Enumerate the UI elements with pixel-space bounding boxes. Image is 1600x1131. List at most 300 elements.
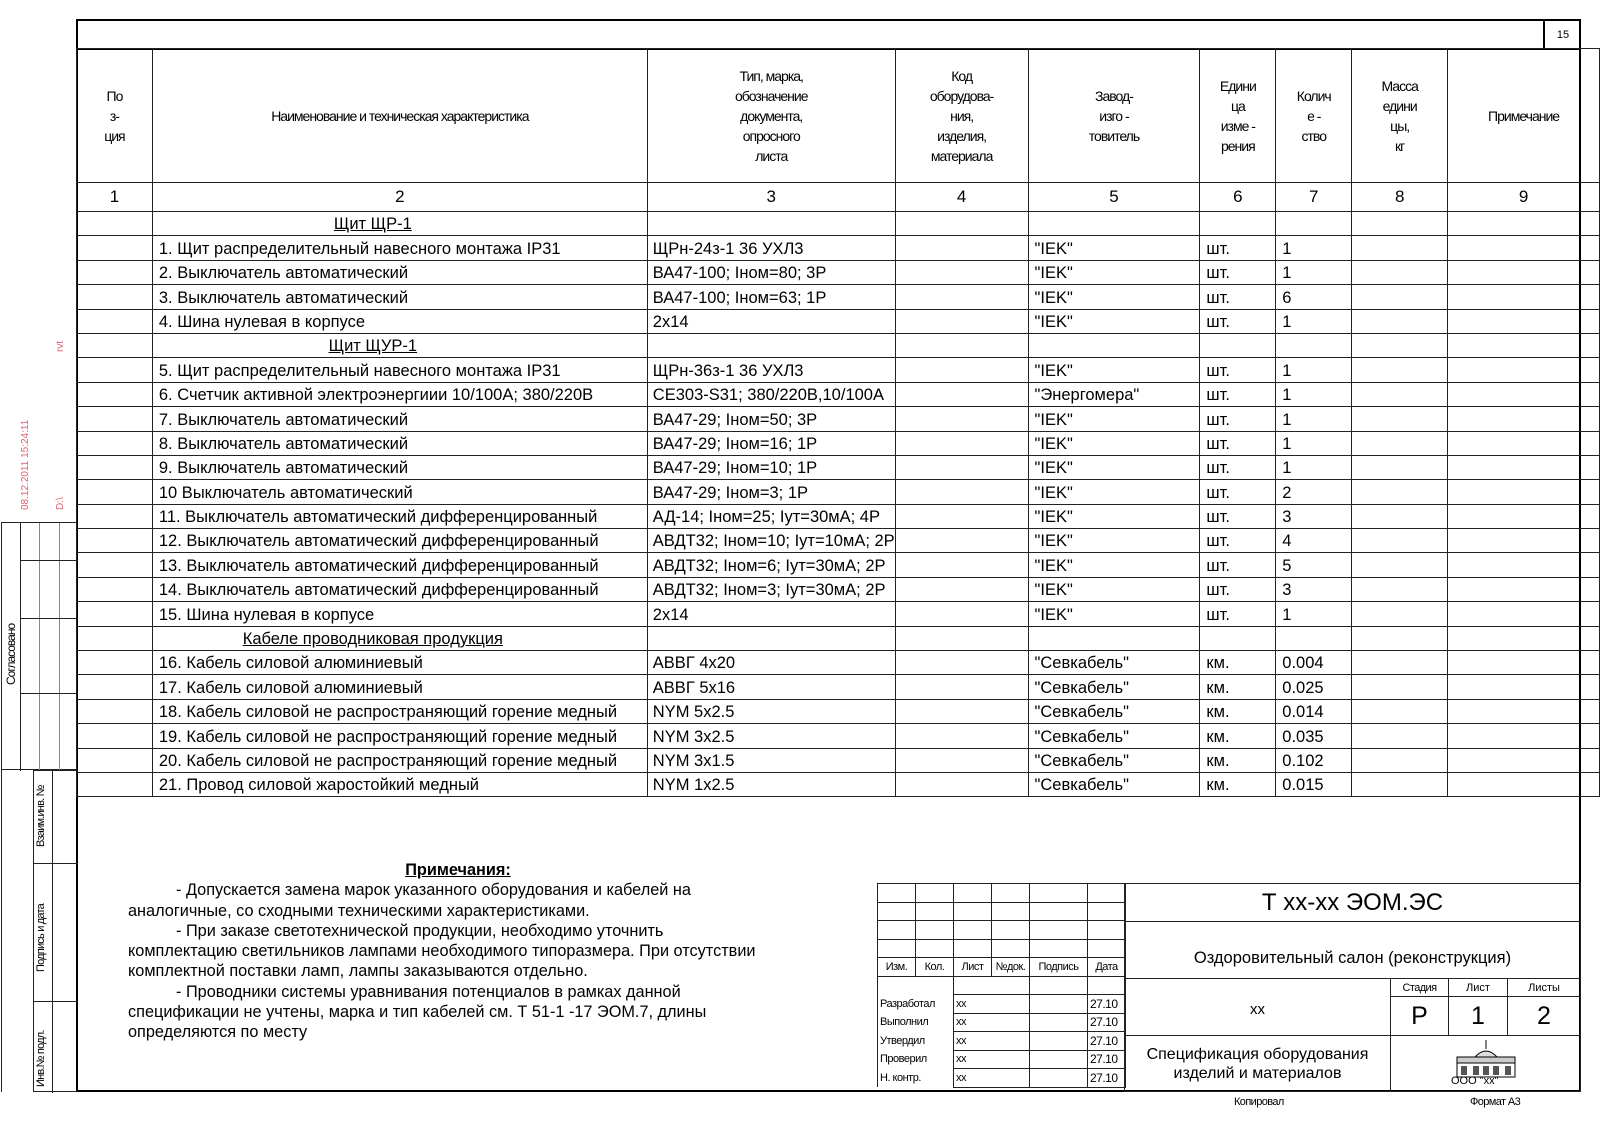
note-cell <box>1448 748 1600 772</box>
code-cell <box>895 748 1028 772</box>
type-cell <box>647 577 895 601</box>
type-cell-text: ЩРн-36з-1 36 УХЛ3 <box>652 361 804 380</box>
unit-cell-text: шт. <box>1206 459 1230 478</box>
rev-header: Подпись <box>1030 958 1088 977</box>
name-cell-text: 13. Выключатель автоматический дифференцированный <box>158 556 599 575</box>
type-cell-text: 2x14 <box>652 605 689 624</box>
unit-cell <box>1200 358 1276 382</box>
type-cell <box>647 431 895 455</box>
mass-cell <box>1352 626 1448 650</box>
note-item: - Допускается замена марок указанного оборудования и кабелей на аналогичные, со сходными техническими характеристиками. <box>128 881 691 920</box>
manufacturer-cell <box>1028 553 1200 577</box>
table-row <box>77 651 1600 675</box>
section-row <box>77 333 1600 357</box>
table-row <box>77 602 1600 626</box>
quantity-cell <box>1276 553 1352 577</box>
signer-role: Утвердил <box>878 1032 954 1051</box>
section-title <box>152 626 647 650</box>
type-cell <box>647 407 895 431</box>
position-cell <box>77 309 153 333</box>
position-cell <box>77 577 153 601</box>
name-cell-text: 4. Шина нулевая в корпусе <box>158 312 366 331</box>
unit-cell <box>1200 626 1276 650</box>
type-cell <box>647 285 895 309</box>
project-name: Оздоровительный салон (реконструкция) <box>1124 921 1581 979</box>
table-row <box>77 699 1600 723</box>
quantity-cell-text: 5 <box>1282 556 1292 575</box>
quantity-cell-text: 3 <box>1282 581 1292 600</box>
col-header-note: Примечание <box>1448 49 1600 183</box>
position-cell <box>77 772 153 796</box>
code-cell <box>895 529 1028 553</box>
type-cell-text: NYM 3x2.5 <box>652 727 735 746</box>
quantity-cell <box>1276 260 1352 284</box>
name-cell <box>152 602 647 626</box>
quantity-cell-text: 1 <box>1282 434 1292 453</box>
manufacturer-cell <box>1028 699 1200 723</box>
signer-name: хх <box>954 1069 1030 1088</box>
manufacturer-cell-text: "IEK" <box>1034 532 1073 551</box>
name-cell <box>152 431 647 455</box>
position-cell <box>77 553 153 577</box>
type-cell <box>647 748 895 772</box>
sheet-label: Лист <box>1448 978 1508 997</box>
mass-cell <box>1352 748 1448 772</box>
unit-cell-text: шт. <box>1206 434 1230 453</box>
note-cell <box>1448 577 1600 601</box>
unit-cell-text: км. <box>1206 776 1230 795</box>
table-row <box>77 260 1600 284</box>
unit-cell-text: км. <box>1206 727 1230 746</box>
revision-table <box>877 883 1126 1088</box>
name-cell <box>152 577 647 601</box>
table-row <box>77 480 1600 504</box>
stage-label: Стадия <box>1390 978 1449 997</box>
position-cell <box>77 529 153 553</box>
position-cell <box>77 285 153 309</box>
unit-cell <box>1200 260 1276 284</box>
type-cell <box>647 382 895 406</box>
position-cell <box>77 724 153 748</box>
quantity-cell-text: 0.102 <box>1282 751 1324 770</box>
col-header-quantity: Колич е - ство <box>1276 49 1352 183</box>
type-cell <box>647 309 895 333</box>
code-cell <box>895 699 1028 723</box>
sign-date-label: Подпись и дата <box>35 904 47 972</box>
name-cell-text: 14. Выключатель автоматический дифференцированный <box>158 581 599 600</box>
signer-date: 27.10 <box>1088 1050 1126 1069</box>
column-number-row <box>77 183 1600 212</box>
section-title <box>152 212 647 236</box>
unit-cell-text: шт. <box>1206 508 1230 527</box>
name-cell <box>152 504 647 528</box>
quantity-cell <box>1276 455 1352 479</box>
quantity-cell <box>1276 382 1352 406</box>
quantity-cell-text: 1 <box>1282 239 1292 258</box>
name-cell-text: 15. Шина нулевая в корпусе <box>158 605 375 624</box>
quantity-cell <box>1276 480 1352 504</box>
manufacturer-cell <box>1028 651 1200 675</box>
note-cell <box>1448 260 1600 284</box>
name-cell <box>152 553 647 577</box>
unit-cell <box>1200 285 1276 309</box>
unit-cell-text: км. <box>1206 654 1230 673</box>
mass-cell <box>1352 577 1448 601</box>
type-cell-text: ВА47-29; Iном=3; 1Р <box>652 483 809 502</box>
manufacturer-cell <box>1028 675 1200 699</box>
quantity-cell-text: 0.015 <box>1282 776 1324 795</box>
table-row <box>77 675 1600 699</box>
unit-cell <box>1200 772 1276 796</box>
name-cell-text: 17. Кабель силовой алюминиевый <box>158 678 423 697</box>
name-cell-text: 20. Кабель силовой не распространяющий горение медный <box>158 751 618 770</box>
type-cell-text: ВА47-29; Iном=16; 1Р <box>652 434 818 453</box>
type-cell-text: ВА47-29; Iном=50; 3Р <box>652 410 818 429</box>
quantity-cell <box>1276 748 1352 772</box>
name-cell-text: 18. Кабель силовой не распространяющий горение медный <box>158 703 618 722</box>
position-cell <box>77 333 153 357</box>
signer-row <box>878 995 1126 1014</box>
col-num: 7 <box>1276 183 1352 212</box>
quantity-cell-text: 1 <box>1282 459 1292 478</box>
position-cell <box>77 407 153 431</box>
quantity-cell <box>1276 407 1352 431</box>
rev-header: Дата <box>1088 958 1126 977</box>
unit-cell <box>1200 577 1276 601</box>
quantity-cell-text: 0.014 <box>1282 703 1324 722</box>
type-cell <box>647 772 895 796</box>
unit-cell <box>1200 455 1276 479</box>
unit-cell-text: шт. <box>1206 288 1230 307</box>
note-cell <box>1448 309 1600 333</box>
note-cell <box>1448 431 1600 455</box>
note-cell <box>1448 626 1600 650</box>
quantity-cell <box>1276 626 1352 650</box>
manufacturer-cell-text: "IEK" <box>1034 288 1073 307</box>
note-cell <box>1448 699 1600 723</box>
signer-date: 27.10 <box>1088 995 1126 1014</box>
mass-cell <box>1352 529 1448 553</box>
name-cell <box>152 309 647 333</box>
name-cell <box>152 480 647 504</box>
quantity-cell-text: 6 <box>1282 288 1292 307</box>
name-cell <box>152 699 647 723</box>
position-cell <box>77 626 153 650</box>
code-cell <box>895 212 1028 236</box>
position-cell <box>77 455 153 479</box>
note-cell <box>1448 772 1600 796</box>
unit-cell <box>1200 651 1276 675</box>
code-cell <box>895 285 1028 309</box>
manufacturer-cell <box>1028 504 1200 528</box>
note-cell <box>1448 358 1600 382</box>
unit-cell <box>1200 529 1276 553</box>
position-cell <box>77 504 153 528</box>
unit-cell-text: шт. <box>1206 483 1230 502</box>
mass-cell <box>1352 651 1448 675</box>
manufacturer-cell-text: "Севкабель" <box>1034 776 1129 795</box>
manufacturer-cell-text: "IEK" <box>1034 483 1073 502</box>
type-cell <box>647 675 895 699</box>
mass-cell <box>1352 260 1448 284</box>
quantity-cell <box>1276 772 1352 796</box>
note-cell <box>1448 455 1600 479</box>
signer-role: Проверил <box>878 1050 954 1069</box>
col-header-position: По з- ция <box>77 49 153 183</box>
quantity-cell-text: 0.035 <box>1282 727 1324 746</box>
code-cell <box>895 504 1028 528</box>
type-cell <box>647 529 895 553</box>
manufacturer-cell <box>1028 236 1200 260</box>
rev-header: Изм. <box>878 958 916 977</box>
type-cell-text: АД-14; Iном=25; Iут=30мА; 4Р <box>652 508 880 527</box>
manufacturer-cell <box>1028 407 1200 431</box>
unit-cell-text: км. <box>1206 751 1230 770</box>
plot-mark: rvt <box>55 340 66 352</box>
interchange-inv-label: Взаим.инв. № <box>35 785 47 847</box>
unit-cell-text: шт. <box>1206 312 1230 331</box>
manufacturer-cell <box>1028 285 1200 309</box>
page-number: 15 <box>1543 19 1581 50</box>
side-stamp <box>1 522 77 1092</box>
manufacturer-cell <box>1028 455 1200 479</box>
type-cell <box>647 651 895 675</box>
col-header-type: Тип, марка, обозначение документа, опросного листа <box>647 49 895 183</box>
type-cell <box>647 358 895 382</box>
type-cell-text: ЩРн-24з-1 36 УХЛ3 <box>652 239 804 258</box>
table-row <box>77 358 1600 382</box>
signer-role: Н. контр. <box>878 1069 954 1088</box>
signer-row <box>878 1032 1126 1051</box>
unit-cell-text: шт. <box>1206 386 1230 405</box>
table-row <box>77 724 1600 748</box>
type-cell <box>647 504 895 528</box>
sheets-label: Листы <box>1507 978 1581 997</box>
quantity-cell-text: 1 <box>1282 312 1292 331</box>
unit-cell <box>1200 724 1276 748</box>
quantity-cell-text: 1 <box>1282 410 1292 429</box>
code-cell <box>895 431 1028 455</box>
note-cell <box>1448 675 1600 699</box>
manufacturer-cell <box>1028 724 1200 748</box>
code-cell <box>895 675 1028 699</box>
section-row <box>77 626 1600 650</box>
section-heading: Щит ЩУР-1 <box>328 337 418 356</box>
position-cell <box>77 675 153 699</box>
name-cell-text: 16. Кабель силовой алюминиевый <box>158 654 423 673</box>
mass-cell <box>1352 724 1448 748</box>
manufacturer-cell-text: "IEK" <box>1034 239 1073 258</box>
name-cell-text: 11. Выключатель автоматический дифференцированный <box>158 508 598 527</box>
code-cell <box>895 382 1028 406</box>
mass-cell <box>1352 407 1448 431</box>
type-cell <box>647 236 895 260</box>
code-cell <box>895 260 1028 284</box>
name-cell-text: 19. Кабель силовой не распространяющий горение медный <box>158 727 618 746</box>
note-cell <box>1448 333 1600 357</box>
name-cell <box>152 651 647 675</box>
signer-row <box>878 1013 1126 1032</box>
manufacturer-cell <box>1028 358 1200 382</box>
type-cell-text: АВВГ 5x16 <box>652 678 736 697</box>
code-cell <box>895 333 1028 357</box>
type-cell-text: NYM 3x1.5 <box>652 751 735 770</box>
note-cell <box>1448 553 1600 577</box>
manufacturer-cell-text: "IEK" <box>1034 264 1073 283</box>
manufacturer-cell <box>1028 431 1200 455</box>
quantity-cell <box>1276 602 1352 626</box>
signer-signature <box>1030 1013 1088 1032</box>
manufacturer-cell <box>1028 626 1200 650</box>
quantity-cell-text: 0.004 <box>1282 654 1324 673</box>
quantity-cell <box>1276 358 1352 382</box>
table-row <box>77 577 1600 601</box>
signer-name: хх <box>954 1013 1030 1032</box>
mass-cell <box>1352 455 1448 479</box>
unit-cell-text: шт. <box>1206 239 1230 258</box>
plot-path: D:\ <box>55 497 66 510</box>
mass-cell <box>1352 236 1448 260</box>
section-heading: Кабеле проводниковая продукция <box>242 630 503 649</box>
section-row <box>77 212 1600 236</box>
code-cell <box>895 553 1028 577</box>
col-header-code: Код оборудова- ния, изделия, материала <box>895 49 1028 183</box>
manufacturer-cell-text: "IEK" <box>1034 581 1073 600</box>
unit-cell <box>1200 382 1276 406</box>
col-num: 1 <box>77 183 153 212</box>
signer-signature <box>1030 1032 1088 1051</box>
position-cell <box>77 602 153 626</box>
col-num: 3 <box>647 183 895 212</box>
unit-cell <box>1200 553 1276 577</box>
code-cell <box>895 724 1028 748</box>
revision-header-row <box>878 958 1126 977</box>
quantity-cell <box>1276 504 1352 528</box>
type-cell <box>647 699 895 723</box>
manufacturer-cell <box>1028 577 1200 601</box>
type-cell <box>647 602 895 626</box>
code-cell <box>895 358 1028 382</box>
unit-cell <box>1200 480 1276 504</box>
manufacturer-cell <box>1028 382 1200 406</box>
signer-signature <box>1030 1069 1088 1088</box>
mass-cell <box>1352 772 1448 796</box>
manufacturer-cell-text: "Севкабель" <box>1034 703 1129 722</box>
col-header-unit: Едини ца изме - рения <box>1200 49 1276 183</box>
name-cell <box>152 285 647 309</box>
col-num: 8 <box>1352 183 1448 212</box>
unit-cell <box>1200 236 1276 260</box>
quantity-cell-text: 1 <box>1282 264 1292 283</box>
table-row <box>77 407 1600 431</box>
quantity-cell-text: 4 <box>1282 532 1292 551</box>
name-cell <box>152 455 647 479</box>
quantity-cell <box>1276 309 1352 333</box>
sheet-title: Спецификация оборудования изделий и материалов <box>1124 1035 1391 1092</box>
type-cell <box>647 455 895 479</box>
manufacturer-cell-text: "IEK" <box>1034 459 1073 478</box>
header-row <box>77 49 1600 183</box>
name-cell <box>152 724 647 748</box>
unit-cell <box>1200 748 1276 772</box>
col-num: 2 <box>152 183 647 212</box>
sheets-value: 2 <box>1507 996 1581 1036</box>
name-cell-text: 7. Выключатель автоматический <box>158 410 409 429</box>
type-cell <box>647 724 895 748</box>
code-cell <box>895 407 1028 431</box>
unit-cell-text: км. <box>1206 678 1230 697</box>
rev-header: Кол. <box>916 958 954 977</box>
specification-table <box>76 48 1600 797</box>
doc-code: Т хх-хх ЭОМ.ЭС <box>1124 883 1581 922</box>
top-strip <box>76 19 1581 50</box>
manufacturer-cell <box>1028 772 1200 796</box>
type-cell <box>647 260 895 284</box>
code-cell <box>895 577 1028 601</box>
mass-cell <box>1352 382 1448 406</box>
table-row <box>77 285 1600 309</box>
unit-cell <box>1200 602 1276 626</box>
manufacturer-cell-text: "IEK" <box>1034 410 1073 429</box>
table-row <box>77 455 1600 479</box>
unit-cell <box>1200 699 1276 723</box>
position-cell <box>77 431 153 455</box>
plot-timestamp: 08.12.2011 15:24:11 <box>20 419 31 510</box>
quantity-cell <box>1276 333 1352 357</box>
col-num: 5 <box>1028 183 1200 212</box>
quantity-cell-text: 3 <box>1282 508 1292 527</box>
manufacturer-cell <box>1028 480 1200 504</box>
manufacturer-cell-text: "IEK" <box>1034 556 1073 575</box>
manufacturer-cell-text: "IEK" <box>1034 605 1073 624</box>
quantity-cell-text: 0.025 <box>1282 678 1324 697</box>
mass-cell <box>1352 480 1448 504</box>
code-cell <box>895 772 1028 796</box>
table-row <box>77 772 1600 796</box>
note-cell <box>1448 480 1600 504</box>
quantity-cell <box>1276 431 1352 455</box>
signer-date: 27.10 <box>1088 1032 1126 1051</box>
signer-name: хх <box>954 995 1030 1014</box>
note-cell <box>1448 602 1600 626</box>
type-cell-text: СЕ303-S31; 380/220В,10/100А <box>652 386 884 405</box>
manufacturer-cell-text: "Севкабель" <box>1034 654 1129 673</box>
code-cell <box>895 602 1028 626</box>
note-cell <box>1448 285 1600 309</box>
type-cell-text: ВА47-100; Iном=63; 1Р <box>652 288 827 307</box>
signer-role: Выполнил <box>878 1013 954 1032</box>
unit-cell-text: шт. <box>1206 264 1230 283</box>
signer-date: 27.10 <box>1088 1013 1126 1032</box>
manufacturer-cell-text: "Энергомера" <box>1034 386 1140 405</box>
note-cell <box>1448 236 1600 260</box>
mass-cell <box>1352 309 1448 333</box>
unit-cell <box>1200 333 1276 357</box>
unit-cell <box>1200 504 1276 528</box>
col-num: 6 <box>1200 183 1276 212</box>
table-row <box>77 236 1600 260</box>
manufacturer-cell <box>1028 529 1200 553</box>
unit-cell-text: шт. <box>1206 361 1230 380</box>
col-header-mass: Масса едини цы, кг <box>1352 49 1448 183</box>
table-row <box>77 504 1600 528</box>
signer-role: Разработал <box>878 995 954 1014</box>
note-cell <box>1448 651 1600 675</box>
mass-cell <box>1352 358 1448 382</box>
unit-cell <box>1200 212 1276 236</box>
name-cell-text: 5. Щит распределительный навесного монтажа IP31 <box>158 361 561 380</box>
section-title <box>152 333 647 357</box>
